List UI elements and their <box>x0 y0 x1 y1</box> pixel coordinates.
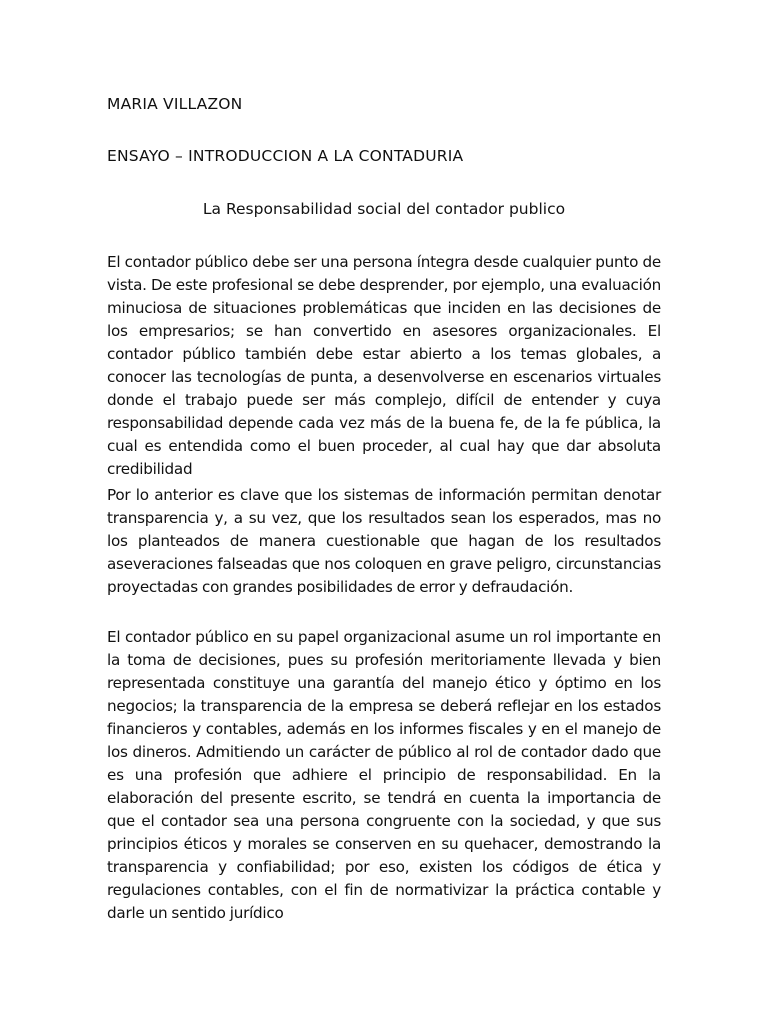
essay-subject: ENSAYO – INTRODUCCION A LA CONTADURIA <box>107 147 464 165</box>
paragraph: Por lo anterior es clave que los sistemas de información permitan denotar transparencia y, a su vez, que los resultados sean los esperados, mas no los planteados de manera cuestionable que hagan de los resultados aseveraciones falseadas que nos coloquen en grave peligro, circunstancias proyectadas con grandes posibilidades de error y defraudación. <box>107 486 661 596</box>
author-name: MARIA VILLAZON <box>107 95 243 113</box>
paragraph: El contador público en su papel organizacional asume un rol importante en la toma de decisiones, pues su profesión meritoriamente llevada y bien representada constituye una garantía del manejo ético y óptimo en los negocios; la transparencia de la empresa se deberá reflejar en los estados financieros y contables, además en los informes fiscales y en el manejo de los dineros. Admitiendo un carácter de público al rol de contador dado que es una profesión que adhiere el principio de responsabilidad. En la elaboración del presente escrito, se tendrá en cuenta la importancia de que el contador sea una persona congruente con la sociedad, y que sus principios éticos y morales se conserven en su quehacer, demostrando la transparencia y confiabilidad; por eso, existen los códigos de ética y regulaciones contables, con el fin de normativizar la práctica contable y darle un sentido jurídico <box>107 628 661 922</box>
paragraph: El contador público debe ser una persona íntegra desde cualquier punto de vista. De este profesional se debe desprender, por ejemplo, una evaluación minuciosa de situaciones problemáticas que inciden en las decisiones de los empresarios; se han convertido en asesores organizacionales. El contador público también debe estar abierto a los temas globales, a conocer las tecnologías de punta, a desenvolverse en escenarios virtuales donde el trabajo puede ser más complejo, difícil de entender y cuya responsabilidad depende cada vez más de la buena fe, de la fe pública, la cual es entendida como el buen proceder, al cual hay que dar absoluta credibilidad <box>107 253 661 478</box>
essay-title: La Responsabilidad social del contador publico <box>202 200 566 218</box>
